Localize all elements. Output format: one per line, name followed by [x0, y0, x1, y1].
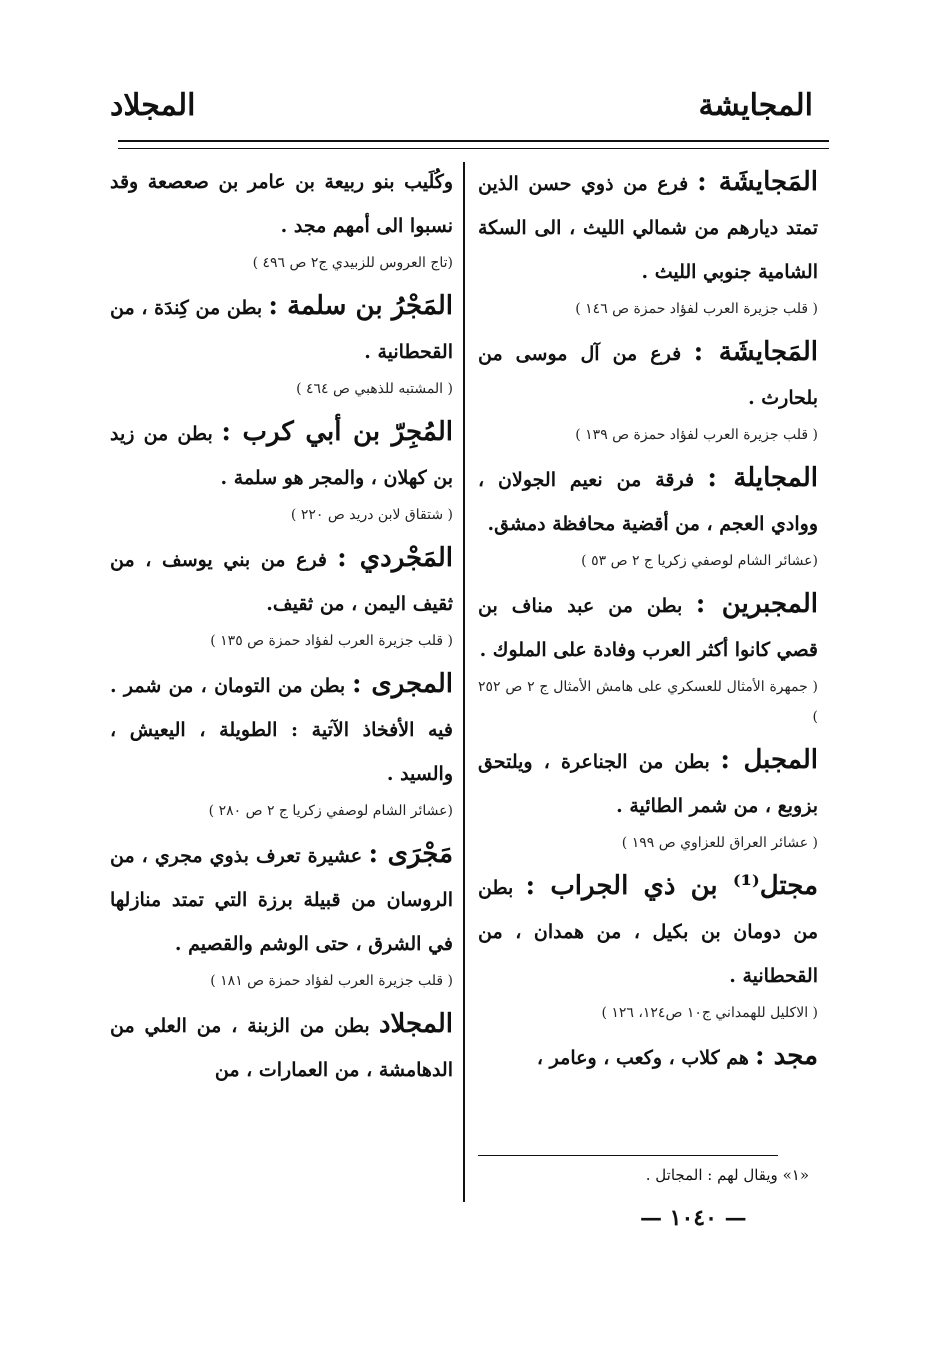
- entry: [478, 160, 818, 294]
- entry: [110, 410, 453, 500]
- entry: [110, 1002, 453, 1092]
- entry-term: المجبرين :: [695, 589, 818, 619]
- column-divider: [463, 162, 465, 1202]
- entry: [478, 456, 818, 546]
- entry-source: ( المشتبه للذهبي ص ٤٦٤ ): [296, 381, 453, 397]
- entry: [110, 284, 453, 374]
- entry-source: ( جمهرة الأمثال للعسكري على هامش الأمثال ج ٢ ص ٢٥٢ ): [478, 679, 818, 725]
- entry-text: عشيرة تعرف بذوي مجري ، من الروسان من قبيلة برزة التي تمتد منازلها في الشرق ، حتى الوشم والقصيم .: [110, 845, 453, 955]
- entry: [478, 864, 818, 998]
- entry: [478, 1034, 818, 1080]
- footnote: «١» ويقال لهم : المجاتل .: [645, 1166, 809, 1184]
- entry-source: (عشائر الشام لوصفي زكريا ج ٢ ص ٢٨٠ ): [208, 803, 453, 819]
- entry-term: المَجايشَة :: [697, 167, 819, 197]
- entry-source: ( الاكليل للهمداني ج١٠ ص١٢٤، ١٢٦ ): [601, 1005, 818, 1021]
- left-column: [110, 160, 453, 1092]
- entry-term: المَجْرُ بن سلمة :: [268, 291, 454, 321]
- entry-text: وكُلَيب بنو ربيعة بن عامر بن صعصعة وقد نسبوا الى أمهم مجد .: [110, 171, 453, 237]
- entry-source: ( قلب جزيرة العرب لفؤاد حمزة ص ١٨١ ): [210, 973, 453, 989]
- entry-term: المَجايشَة :: [693, 337, 818, 367]
- page-number: — ١٠٤٠ —: [640, 1205, 747, 1231]
- running-header-left: المجلاد: [110, 88, 196, 123]
- entry-term: المَجْردي :: [337, 543, 453, 573]
- entry-text: بطن من زيد بن كهلان ، والمجر هو سلمة .: [110, 423, 453, 489]
- running-header-right: المجايشة: [698, 88, 813, 123]
- entry-source: ( شتقاق لابن دريد ص ٢٢٠ ): [290, 507, 453, 523]
- entry-term: مجتل⁽¹⁾ بن ذي الجراب :: [525, 871, 818, 901]
- entry-text: بطن من دومان بن بكيل ، من همدان ، من القحطانية .: [478, 877, 818, 987]
- entry-text: فرع من ذوي حسن الذين تمتد ديارهم من شمالي الليث ، الى السكة الشامية جنوبي الليث .: [478, 173, 818, 283]
- entry-term: مَجْرَى :: [368, 839, 453, 869]
- entry-text: فرقة من نعيم الجولان ، ووادي العجم ، من أقضية محافظة دمشق.: [478, 469, 818, 535]
- entry: [110, 160, 453, 248]
- entry-term: مجد :: [754, 1041, 818, 1071]
- entry-source: (عشائر الشام لوصفي زكريا ج ٢ ص ٥٣ ): [581, 553, 818, 569]
- entry-text: بطن من الجناعرة ، ويلتحق بزوبع ، من شمر الطائية .: [478, 751, 818, 817]
- entry-source: ( قلب جزيرة العرب لفؤاد حمزة ص ١٣٩ ): [575, 427, 818, 443]
- entry-text: بطن من التومان ، من شمر . فيه الأفخاذ الآتية : الطويلة ، اليعيش ، والسيد .: [110, 675, 453, 785]
- entry: [110, 662, 453, 796]
- entry-source: (تاج العروس للزبيدي ج٢ ص ٤٩٦ ): [252, 255, 453, 271]
- entry: [478, 738, 818, 828]
- entry: [478, 582, 818, 672]
- entry-source: ( قلب جزيرة العرب لفؤاد حمزة ص ١٤٦ ): [575, 301, 818, 317]
- entry-text: هم كلاب ، وكعب ، وعامر ،: [536, 1047, 749, 1069]
- footnote-rule: [478, 1155, 778, 1156]
- entry-source: ( عشائر العراق للعزاوي ص ١٩٩ ): [621, 835, 818, 851]
- entry-text: بطن من كِندَة ، من القحطانية .: [110, 297, 453, 363]
- entry-term: المجايلة :: [707, 463, 818, 493]
- entry-term: المجرى :: [351, 669, 453, 699]
- right-column: [478, 160, 818, 1080]
- entry-term: المُجِرّ بن أبي كرب :: [221, 417, 453, 447]
- entry: [110, 832, 453, 966]
- entry: [110, 536, 453, 626]
- entry-text: بطن من الزبنة ، من العلي من الدهامشة ، من العمارات ، من: [110, 1015, 453, 1081]
- entry-source: ( قلب جزيرة العرب لفؤاد حمزة ص ١٣٥ ): [210, 633, 453, 649]
- header-rule-thin: [118, 148, 829, 149]
- entry-text: فرع من بني يوسف ، من ثقيف اليمن ، من ثقيف.: [110, 549, 453, 615]
- entry-text: بطن من عبد مناف بن قصي كانوا أكثر العرب وفادة على الملوك .: [478, 595, 818, 661]
- entry-term: المجلاد: [378, 1009, 453, 1039]
- entry: [478, 330, 818, 420]
- entry-text: فرع من آل موسى من بلحارث .: [478, 343, 818, 409]
- header-rule: [118, 140, 829, 142]
- entry-term: المجبل :: [720, 745, 818, 775]
